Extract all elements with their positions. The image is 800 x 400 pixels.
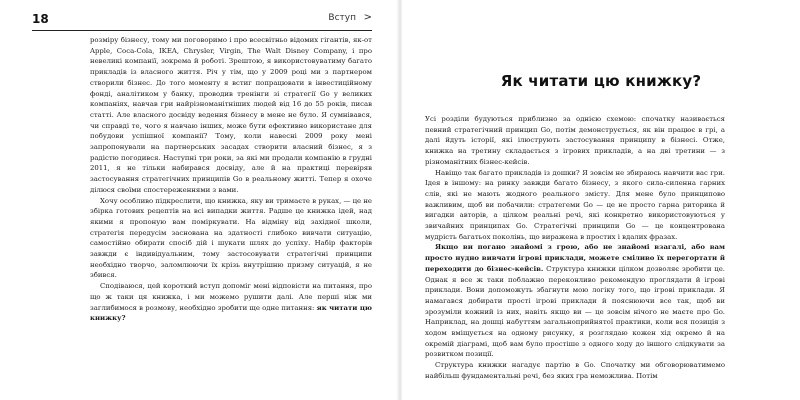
page-header — [32, 12, 372, 31]
section-label: Вступ — [328, 13, 356, 23]
paragraph: Усі розділи будуються приблизно за однією схемою: спочатку називається певний стратегічний принцип Go, потім демонструється, як він працює в грі, а далі йдуть історії, які ілюструють застосування принципу в бізнесі. Отже, книжка на третину складається з ігрових прикладів, а на дві третини — з різноманітних бізнес-кейсів. — [425, 115, 725, 166]
right-body-text — [425, 114, 725, 382]
left-body-text — [90, 35, 372, 324]
paragraph: Навіщо так багато прикладів із дошки? Я зовсім не збираюсь навчити вас гри. Ідея в іншому: на ринку завжди багато бізнесу, з якого сила-силенна гарних слів, які не мають жодного реального змісту. Для мене було принципово важливим, щоб ви побачили: стратегеми Go — це не просто гарна риторика й вигадки авторів, а цілком реальні речі, які конкретно використовуються у звичайних принципах Go. Стратегічні принципи Go — це концентрована мудрість багатьох поколінь, що виражена в простих і вдалих фразах. — [425, 168, 725, 241]
bold-question: як читати цю книжку? — [90, 303, 373, 323]
left-page — [0, 0, 398, 400]
paragraph: Структура книжки нагадує партію в Go. Спочатку ми обговорюватимемо найбільш фундаментальні речі, без яких гра неможлива. Потім — [425, 361, 725, 380]
paragraph — [425, 242, 725, 360]
chapter-title: Як читати цю книжку? — [500, 72, 702, 90]
paragraph — [90, 281, 372, 324]
paragraph: розміру бізнесу, тому ми поговоримо і про всесвітньо відомих гігантів, як-от Apple, Coca-Cola, IKEA, Chrysler, Virgin, The Walt Disney Company, і про невеликі компанії, зокрема й роботі. Зрештою, я використовуватиму багато прикладів із власного життя. Річ у тім, що у 2009 році ми з партнером створили бізнес. До того моменту я встиг попрацювати в інвестиційному фонді, аналітиком у банку, проводив тренінги зі стратегії Go у великих компаніях, навчав гри найрізноманітніших людей від 16 до 55 років, писав статті. Але власного досвіду ведення бізнесу в мене не було. Я сумнівався, чи справді те, чого я навчаю інших, може бути ефективно використане для побудови успішної компанії? Тому, коли навесні 2009 року мені запропонували на партнерських засадах створити власний бізнес, я з радістю погодився. Наступні три роки, за які ми продали компанію в грудні 2011, я не тільки набирався досвіду, але й на практиці перевіряв застосування стратегічних принципів Go в реальному житті. Тепер я охоче ділюся своїми спостереженнями з вами. — [90, 36, 372, 194]
chevron-right-icon: > — [363, 12, 372, 23]
paragraph-text: Сподіваюся, цей короткий вступ допоміг мені відповісти на питання, про що ж таки ця книжка, і ми можемо рушити далі. Але перші ніж ми заглибимося в розмову, необхідно зробити ще одне питання: — [90, 282, 372, 312]
paragraph-text: Структура книжки цілком дозволяє зробити це. Однак я все ж таки поблажно переконливо рекомендую проглядати й ігрові приклади. Вони допоможуть збагнути мою логіку того, що ігрові приклади. Я намагався добирати прості ігрові приклади й пояснюючи все так, щоб ви зрозуміли кожний із них, навіть якщо ви — це зовсім нічого не маєте про Go. Наприклад, на дошці набуттям загальноприйнятої практики, коли вся позиція з ходом вміщується на одному рисунку, я розглядаю кожен хід окремо й на окремій діаграмі, щоб вам було простіше з одного ходу до іншого слідкувати за розвитком позиції. — [425, 264, 725, 359]
page-number: 18 — [32, 12, 49, 26]
bold-statement: Якщо ви погано знайомі з грою, або не знайомі взагалі, або вам просто нудно вивчати ігрові приклади, можете сміливо їх перегортати й переходити до бізнес-кейсів. — [425, 243, 725, 273]
paragraph: Хочу особливо підкреслити, що книжка, яку ви тримаєте в руках, — це не збірка готових рецептів на всі випадки життя. Радше це книжка ідей, над якими я пропоную вам поміркувати. На відміну від західної школи, стратегія передусім заснована на здатності глибоко вивчати ситуацію, самостійно обирати спосіб дій і шукати шлях до успіху. Набір факторів завжди є індивідуальним, тому застосовувати стратегічні принципи необхідно творчо, заломлюючи їх крізь внутрішню призму ситуацій, я не збився. — [90, 196, 372, 280]
